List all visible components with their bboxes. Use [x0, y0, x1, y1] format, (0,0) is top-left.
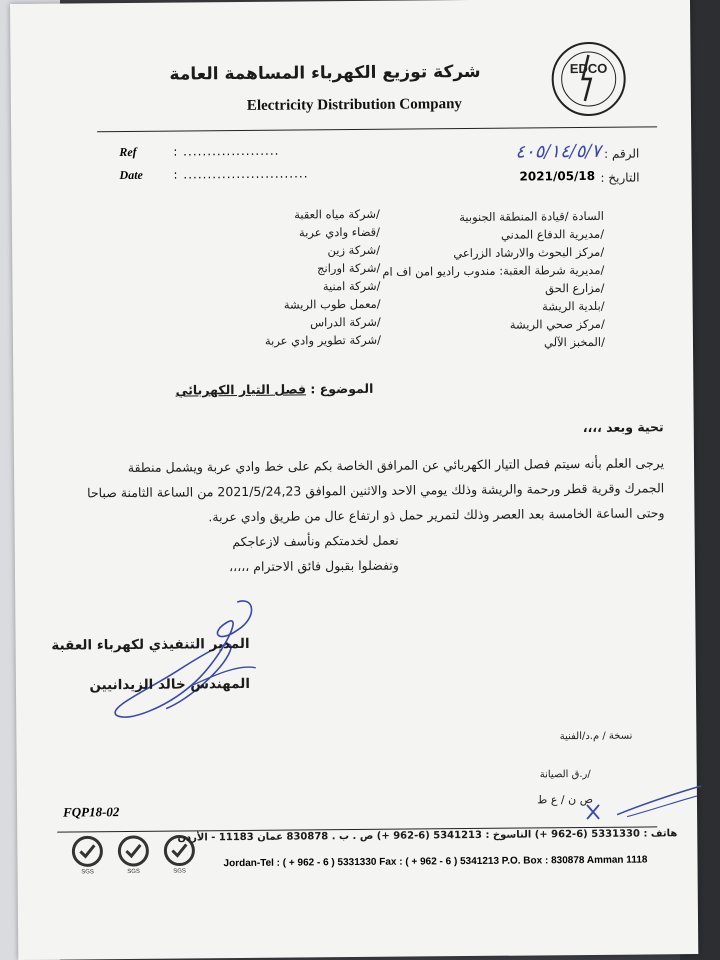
subject-value: فصل التيار الكهربائي: [175, 381, 307, 398]
copy-line-3: ص ن / ع ط: [537, 792, 594, 807]
recipient-left: /شركة الدراس: [310, 314, 381, 330]
footer-english: Jordan-Tel : ( + 962 - 6 ) 5331330 Fax : ( + 962 - 6 ) 5341213 P.O. Box : 830878 Amman 1118: [223, 854, 648, 870]
recipient-right: السادة /قيادة المنطقة الجنوبية: [459, 208, 604, 225]
body-line-4: نعمل لخدمتكم ونأسف لازعاجكم: [232, 532, 399, 550]
recipient-right: /مزارع الحق: [545, 280, 605, 296]
body-line-3: وحتى الساعة الخامسة بعد العصر وذلك لتمرير حمل ذو ارتفاع عال من طريق وادي عربة.: [208, 505, 665, 525]
footer-arabic: هاتف : 5331330 (6-962 +) الناسوخ : 5341213 (6-962 +) ص . ب . 830878 عمان 11183 - الأردن: [177, 828, 678, 844]
recipient-right: /مركز البحوث والارشاد الزراعي: [453, 244, 605, 261]
recipient-right: /مديرية شرطة العقبة: مندوب راديو امن اف ام: [382, 262, 605, 279]
ref-label: Ref: [119, 144, 137, 160]
letter-page: [10, 0, 698, 960]
recipient-left: /شركة تطوير وادي عربة: [264, 332, 382, 348]
signature-title: المدير التنفيذي لكهرباء العقبة: [51, 635, 250, 654]
recipient-right: /مركز صحي الريشة: [509, 316, 605, 332]
signature-name: المهندس خالد الزيدانيين: [89, 675, 251, 694]
recipient-left: /شركة امنية: [322, 278, 381, 294]
header-divider: [97, 126, 657, 132]
recipient-right: /بلدية الريشة: [541, 298, 605, 314]
greeting: تحية وبعد ،،،،: [582, 419, 664, 436]
date-dots: : ..........................: [173, 166, 309, 182]
recipient-left: /قضاء وادي عربة: [298, 224, 381, 240]
handwritten-signature-icon: [105, 594, 276, 725]
recipient-left: /شركة اورانج: [316, 260, 381, 276]
company-name-english: Electricity Distribution Company: [246, 96, 462, 114]
date-label-arabic: التاريخ :: [600, 170, 640, 185]
body-line-2: الجمرك وقرية قطر ورحمة والريشة وذلك يومي الاحد والاثنين الموافق 2021/5/24,23 من الساعة الثامنة صباحا: [87, 480, 665, 501]
body-line-5: وتفضلوا بقبول فائق الاحترام ،،،،،: [229, 557, 399, 575]
form-code: FQP18-02: [62, 804, 120, 820]
handwritten-mark-icon: [577, 774, 707, 825]
date-label: Date: [119, 167, 143, 183]
cert-label: SGS: [81, 869, 94, 876]
certification-mark-icon: [115, 835, 151, 875]
edco-logo-icon: [548, 39, 629, 120]
cert-label: SGS: [173, 868, 186, 875]
company-name-arabic: شركة توزيع الكهرباء المساهمة العامة: [169, 61, 481, 85]
logo-text: EDCO: [569, 60, 608, 77]
ref-number-handwritten: ٤٠٥/١٤/٥/٧: [515, 140, 602, 163]
certification-mark-icon: [69, 835, 105, 875]
copy-line-2: /ر.ق الصيانة: [539, 768, 591, 781]
cert-label: SGS: [127, 868, 140, 876]
copy-line-1: نسخة / م.د/الفنية: [559, 730, 633, 743]
subject-label: الموضوع :: [310, 380, 374, 397]
body-line-1: يرجى العلم بأنه سيتم فصل التيار الكهربائي عن المرافق الخاصة بكم على خط وادي عربة ويشمل منطقة: [127, 455, 665, 475]
ref-label-arabic: الرقم :: [604, 146, 640, 161]
date-value: 2021/05/18: [519, 168, 596, 184]
recipient-left: /معمل طوب الريشة: [283, 296, 381, 312]
subject-line: [175, 381, 373, 398]
recipient-left: /شركة زين: [327, 242, 381, 258]
recipient-right: /المخبز الآلي: [543, 334, 606, 350]
recipient-left: /شركة مياه العقبة: [294, 206, 380, 222]
recipient-right: /مديرية الدفاع المدني: [500, 226, 605, 242]
ref-dots: : ....................: [173, 143, 280, 159]
